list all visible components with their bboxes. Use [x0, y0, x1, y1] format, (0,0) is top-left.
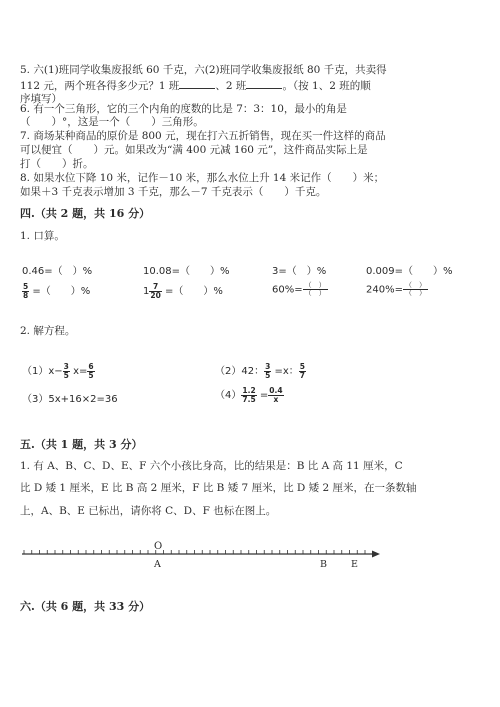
fraction: $\frac{7}{20}$ — [150, 281, 161, 300]
fraction: $\frac{6}{5}$ — [88, 361, 94, 380]
calc-item-1: 0.46=（ ）% — [22, 266, 93, 277]
point-label-b: B — [320, 559, 327, 570]
answer-blank-class2[interactable] — [246, 79, 282, 89]
q6-line2: （ ）°，这是一个（ ）三角形。 — [20, 116, 204, 128]
equation-1: （1）x− $\frac{3}{5}$ x= $\frac{6}{5}$ — [22, 361, 94, 380]
section-5-line1: 1. 有 A、B、C、D、E、F 六个小孩比身高，比的结果是：B 比 A 高 11 厘米，C — [20, 460, 403, 472]
q5-line2 — [20, 79, 371, 93]
q5-line2-b: 、2 班 — [215, 80, 247, 92]
q6-line1: 6. 有一个三角形，它的三个内角的度数的比是 7：3：10，最小的角是 — [20, 103, 347, 115]
calc-item-6: 1 $\frac{7}{20}$ =（ ）% — [143, 281, 223, 300]
q5-line2-a: 112 元，两个班各得多少元？1 班 — [20, 80, 180, 92]
equation-4: （4） $\frac{1.2}{7.5}$ = $\frac{0.4}{x}$ — [215, 385, 283, 404]
q5-line1: 5. 六(1)班同学收集废报纸 60 千克，六(2)班同学收集废报纸 80 千克，共卖得 — [20, 64, 387, 76]
fraction: $\frac{3}{5}$ — [265, 361, 271, 380]
fraction: $\frac{5}{8}$ — [23, 281, 29, 300]
calc-item-7: 60%= $\frac{( )}{( )}$ — [272, 281, 326, 297]
equation-2: （2）42： $\frac{3}{5}$ =x： $\frac{5}{7}$ — [215, 361, 306, 380]
calc-item-5: $\frac{5}{8}$ =（ ）% — [23, 281, 91, 300]
section-4-sub1: 1. 口算。 — [20, 230, 65, 242]
point-label-e: E — [351, 559, 358, 570]
section-5-line2: 比 D 矮 1 厘米，E 比 B 高 2 厘米，F 比 B 矮 7 厘米，比 D 矮 2 厘米，在一条数轴 — [20, 482, 417, 494]
q5-line2-c: 。（按 1、2 班的顺 — [282, 80, 371, 92]
arrow-head-icon — [372, 551, 380, 558]
q8-line2: 如果＋3 千克表示增加 3 千克，那么－7 千克表示（ ）千克。 — [20, 186, 327, 198]
origin-label: O — [154, 541, 163, 552]
q8-line1: 8. 如果水位下降 10 米，记作－10 米，那么水位上升 14 米记作（ ）米； — [20, 172, 385, 184]
section-5-title: 五.（共 1 题，共 3 分） — [20, 438, 143, 451]
fraction: $\frac{0.4}{x}$ — [269, 385, 283, 404]
section-4-sub2: 2. 解方程。 — [20, 325, 76, 337]
calc-item-8: 240%= $\frac{( )}{( )}$ — [366, 281, 426, 297]
fraction: $\frac{5}{7}$ — [299, 361, 306, 380]
q7-line1: 7. 商场某种商品的原价是 800 元，现在打六五折销售，现在买一件这样的商品 — [20, 130, 386, 142]
section-5-line3: 上，A、B、E 已标出，请你将 C、D、F 也标在图上。 — [20, 505, 277, 517]
calc-item-3: 3=（ ）% — [272, 266, 327, 277]
blank-fraction[interactable]: $\frac{( )}{( )}$ — [304, 281, 326, 297]
calc-item-4: 0.009=（ ）% — [366, 266, 453, 277]
answer-blank-class1[interactable] — [179, 79, 215, 89]
point-label-a: A — [154, 559, 161, 570]
fraction: $\frac{1.2}{7.5}$ — [242, 385, 256, 404]
calc-item-2: 10.08=（ ）% — [143, 266, 230, 277]
q7-line2: 可以便宜（ ）元。如果改为“满 400 元减 160 元”，这件商品实际上是 — [20, 144, 368, 156]
section-6-title: 六.（共 6 题，共 33 分） — [20, 600, 151, 613]
equation-3: （3）5x+16×2=36 — [22, 394, 118, 405]
blank-fraction[interactable]: $\frac{( )}{( )}$ — [404, 281, 426, 297]
number-line[interactable] — [0, 535, 500, 575]
section-4-title: 四.（共 2 题，共 16 分） — [20, 207, 151, 220]
fraction: $\frac{3}{5}$ — [63, 361, 69, 380]
q5-line3: 序填写） — [20, 93, 62, 105]
q7-line3: 打（ ）折。 — [20, 158, 94, 170]
